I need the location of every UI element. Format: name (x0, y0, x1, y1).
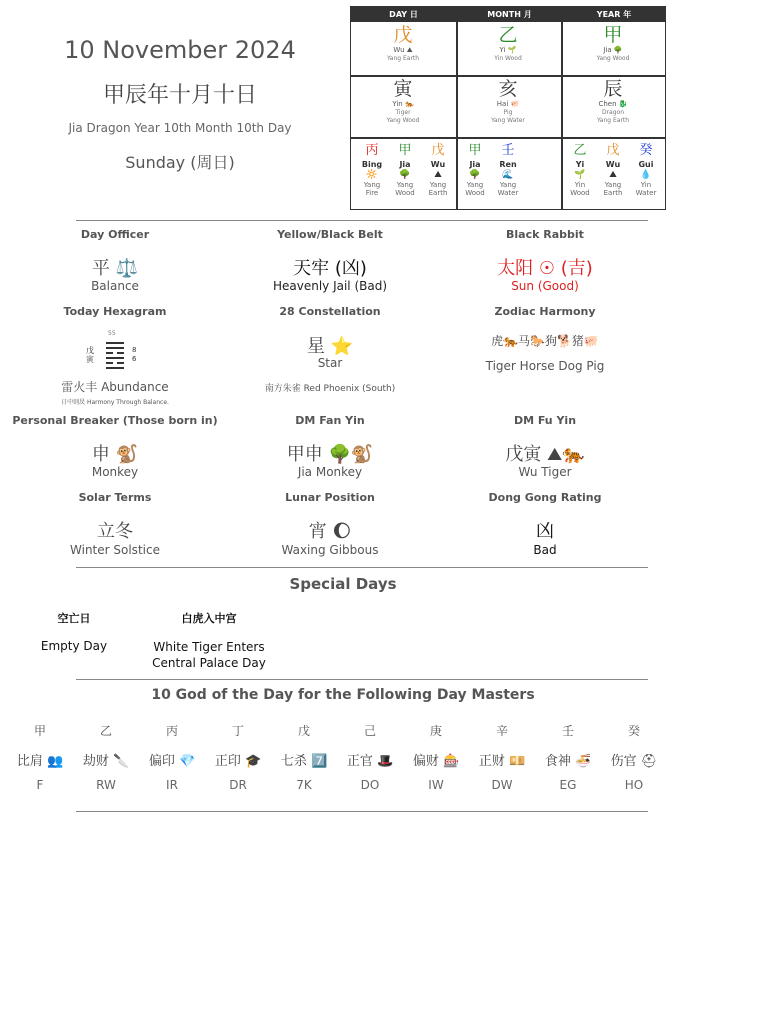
ten-god-name: 比肩 👥 (16, 754, 64, 769)
ten-god-name: 劫财 🔪 (82, 754, 130, 769)
branch-animal: Dragon (601, 109, 625, 116)
hidden-stem-polarity: Yin (574, 181, 586, 189)
hidden-stem-element: Water (635, 189, 657, 197)
hidden-stem-polarity: Yang (363, 181, 381, 189)
sub-solar-terms: Winter Solstice (70, 543, 160, 557)
ten-god-stem: 乙 (99, 724, 112, 738)
stem-element: Yang Earth (386, 55, 420, 62)
branch-pinyin: Yin 🐅 (392, 100, 414, 108)
ten-god-abbr: DO (360, 778, 380, 792)
label-personal-breaker: Personal Breaker (Those born in) (12, 414, 218, 427)
ten-god-abbr: DR (229, 778, 247, 792)
value-dong-gong: 凶 (536, 521, 554, 542)
stem-pinyin: Jia 🌳 (603, 46, 623, 54)
divider (76, 220, 648, 221)
hidden-stem-element: Earth (428, 189, 448, 197)
pillar-header-day: DAY 日 (351, 7, 456, 22)
divider (76, 679, 648, 680)
pillar-header-month: MONTH 月 (458, 7, 561, 22)
sub-day-officer: Balance (91, 279, 139, 293)
ten-god-abbr: IR (166, 778, 178, 792)
branch-pinyin: Chen 🐉 (598, 100, 628, 108)
hexagram-num-lower: 6 (132, 355, 137, 363)
hidden-stem-element: Wood (395, 189, 415, 197)
divider (76, 567, 648, 568)
hidden-stem-pinyin: Gui (638, 160, 654, 169)
ten-god-name: 伤官 ⛑ (610, 754, 658, 769)
hexagram-num-upper: 8 (132, 346, 137, 354)
date-description: Jia Dragon Year 10th Month 10th Day (68, 121, 292, 135)
stem-char: 甲 (603, 24, 623, 46)
hidden-stem-element: Wood (570, 189, 590, 197)
label-constellation: 28 Constellation (279, 305, 381, 318)
hidden-stem-icon: 🔆 (366, 170, 378, 180)
label-fan-yin: DM Fan Yin (295, 414, 365, 427)
hidden-stem-char: 甲 (398, 143, 412, 158)
hidden-stem-pinyin: Jia (469, 160, 481, 169)
value-black-rabbit: 太阳 ☉ (吉) (497, 258, 593, 279)
hidden-stem (596, 143, 630, 197)
special-day-en: White Tiger Enters Central Palace Day (152, 640, 266, 670)
hexagram-desc: 日中則昃 Harmony Through Balance. (61, 399, 169, 406)
hexagram-figure (86, 330, 146, 370)
hidden-stem-polarity: Yang (604, 181, 622, 189)
label-day-officer: Day Officer (80, 228, 150, 241)
date-chinese: 甲辰年十月十日 (102, 83, 257, 108)
sub-personal-breaker: Monkey (91, 465, 139, 479)
constellation-desc: 南方朱雀 Red Phoenix (South) (264, 384, 396, 394)
ten-god-name: 食神 🍜 (544, 754, 592, 769)
hidden-stem-char: 癸 (639, 143, 653, 158)
label-belt: Yellow/Black Belt (277, 228, 383, 241)
label-dong-gong: Dong Gong Rating (488, 491, 602, 504)
ten-god-name: 七杀 7️⃣ (280, 754, 328, 769)
ten-god-stem: 己 (363, 724, 376, 738)
hidden-stem-polarity: Yin (640, 181, 652, 189)
special-day-cn: 白虎入中宫 (181, 612, 237, 625)
hidden-stem-pinyin: Wu (605, 160, 621, 169)
label-fu-yin: DM Fu Yin (513, 414, 577, 427)
hidden-stem-pinyin: Bing (361, 160, 383, 169)
ten-god-stem: 戊 (297, 724, 310, 738)
ten-gods-title: 10 God of the Day for the Following Day Masters (151, 687, 535, 703)
special-day-en: Empty Day (40, 639, 108, 653)
hexagram-lines-icon (106, 342, 124, 370)
hidden-stem (355, 143, 389, 197)
branch-element: Yang Water (491, 117, 525, 124)
ten-god-abbr: F (36, 778, 44, 792)
value-personal-breaker: 申 🐒 (91, 444, 139, 465)
sub-dong-gong: Bad (533, 543, 557, 557)
hidden-stem-char: 壬 (501, 143, 515, 158)
hidden-stem-icon: 🌱 (574, 170, 586, 180)
stem-char: 乙 (498, 24, 518, 46)
label-lunar-position: Lunar Position (285, 491, 375, 504)
stem-element: Yang Wood (596, 55, 630, 62)
value-constellation: 星 ⭐ (306, 336, 354, 357)
hidden-stem-pinyin: Ren (499, 160, 517, 169)
hidden-stem (491, 143, 525, 197)
ten-god-stem: 癸 (627, 724, 640, 738)
special-days-title: Special Days (289, 575, 397, 593)
ten-god-stem: 壬 (561, 724, 574, 738)
divider (76, 811, 648, 812)
branch-cell-year (561, 78, 665, 125)
ten-god-abbr: DW (491, 778, 513, 792)
hexagram-bottom-char: 寅 (86, 355, 94, 364)
branch-pinyin: Hai 🐖 (496, 100, 520, 108)
ten-god-stem: 辛 (495, 724, 508, 738)
hidden-stem-polarity: Yang (499, 181, 517, 189)
special-day-cn: 空亡日 (57, 612, 91, 625)
label-black-rabbit: Black Rabbit (506, 228, 584, 241)
hidden-stem (563, 143, 597, 197)
date-weekday: Sunday (周日) (125, 153, 235, 172)
ten-god-name: 正官 🎩 (346, 754, 394, 769)
sub-constellation: Star (317, 356, 343, 370)
ten-god-stem: 甲 (33, 724, 46, 738)
branch-animal: Tiger (395, 109, 411, 116)
hidden-stem-icon: ⛰ (609, 170, 617, 180)
hidden-stem-polarity: Yang (429, 181, 447, 189)
sub-black-rabbit: Sun (Good) (511, 279, 579, 293)
hidden-stem-pinyin: Yi (575, 160, 585, 169)
value-day-officer: 平 ⚖️ (91, 258, 139, 279)
hidden-stem-polarity: Yang (466, 181, 484, 189)
sub-zodiac-harmony: Tiger Horse Dog Pig (485, 359, 605, 373)
value-zodiac-harmony: 虎🐅马🐎狗🐕猪🐖 (491, 334, 599, 348)
sub-belt: Heavenly Jail (Bad) (272, 279, 388, 293)
hidden-stem (421, 143, 455, 197)
ten-god-name: 偏财 🎰 (412, 754, 460, 769)
value-lunar-position: 宵 🌔 (308, 521, 352, 542)
ten-god-abbr: 7K (296, 778, 312, 792)
branch-animal: Pig (503, 109, 513, 116)
value-belt: 天牢 (凶) (293, 258, 367, 279)
hidden-stem-char: 乙 (573, 143, 587, 158)
value-fan-yin: 甲申 🌳🐒 (286, 444, 374, 465)
ten-god-stem: 丙 (165, 724, 178, 738)
hidden-stem-icon: 💧 (640, 170, 652, 180)
stem-cell-day (351, 24, 455, 63)
hidden-stem-char: 戊 (606, 143, 620, 158)
branch-cell-month (456, 78, 560, 125)
branch-char: 寅 (393, 78, 413, 100)
hidden-stem-icon: 🌊 (502, 170, 514, 180)
hidden-stem-pinyin: Wu (430, 160, 446, 169)
sub-fan-yin: Jia Monkey (297, 465, 363, 479)
label-zodiac-harmony: Zodiac Harmony (494, 305, 596, 318)
hidden-stem-element: Fire (365, 189, 379, 197)
hexagram-number: 55 (108, 330, 116, 337)
ten-god-name: 正印 🎓 (214, 754, 262, 769)
ten-god-abbr: EG (559, 778, 577, 792)
hidden-stem (629, 143, 663, 197)
ten-god-abbr: IW (428, 778, 444, 792)
hexagram-name: 雷火丰 Abundance (61, 380, 169, 394)
hidden-stem-element: Earth (603, 189, 623, 197)
hidden-stem-icon: 🌳 (399, 170, 411, 180)
hidden-stem-char: 丙 (365, 143, 379, 158)
hidden-stem (458, 143, 492, 197)
date-english: 10 November 2024 (64, 36, 296, 64)
hidden-stem-char: 甲 (468, 143, 482, 158)
ten-god-name: 偏印 💎 (148, 754, 196, 769)
hidden-stem-char: 戊 (431, 143, 445, 158)
hidden-stem-element: Water (497, 189, 519, 197)
stem-pinyin: Wu ⛰ (393, 46, 413, 54)
ten-god-abbr: HO (624, 778, 644, 792)
stem-cell-year (561, 24, 665, 63)
stem-cell-month (456, 24, 560, 63)
sub-lunar-position: Waxing Gibbous (281, 543, 379, 557)
ten-god-name: 正财 💴 (478, 754, 526, 769)
branch-element: Yang Wood (386, 117, 420, 124)
value-fu-yin: 戊寅 ⛰🐅 (505, 444, 585, 465)
hidden-stem-icon: ⛰ (434, 170, 442, 180)
branch-char: 亥 (498, 78, 518, 100)
stem-element: Yin Wood (494, 55, 522, 62)
hexagram-top-char: 戊 (86, 346, 94, 355)
label-solar-terms: Solar Terms (78, 491, 152, 504)
hidden-stem (388, 143, 422, 197)
ten-god-stem: 丁 (231, 724, 244, 738)
hidden-stem-icon: 🌳 (469, 170, 481, 180)
ten-god-stem: 庚 (429, 724, 442, 738)
stem-pinyin: Yi 🌱 (499, 46, 517, 54)
sub-fu-yin: Wu Tiger (518, 465, 572, 479)
four-pillars-table (350, 6, 666, 210)
branch-char: 辰 (603, 78, 623, 100)
pillar-header-year: YEAR 年 (563, 7, 665, 22)
value-solar-terms: 立冬 (97, 521, 133, 542)
stem-char: 戊 (393, 24, 413, 46)
ten-god-abbr: RW (96, 778, 116, 792)
hidden-stem-element: Wood (465, 189, 485, 197)
hidden-stem-polarity: Yang (396, 181, 414, 189)
branch-cell-day (351, 78, 455, 125)
label-hexagram: Today Hexagram (63, 305, 167, 318)
branch-element: Yang Earth (596, 117, 630, 124)
hidden-stem-pinyin: Jia (399, 160, 411, 169)
